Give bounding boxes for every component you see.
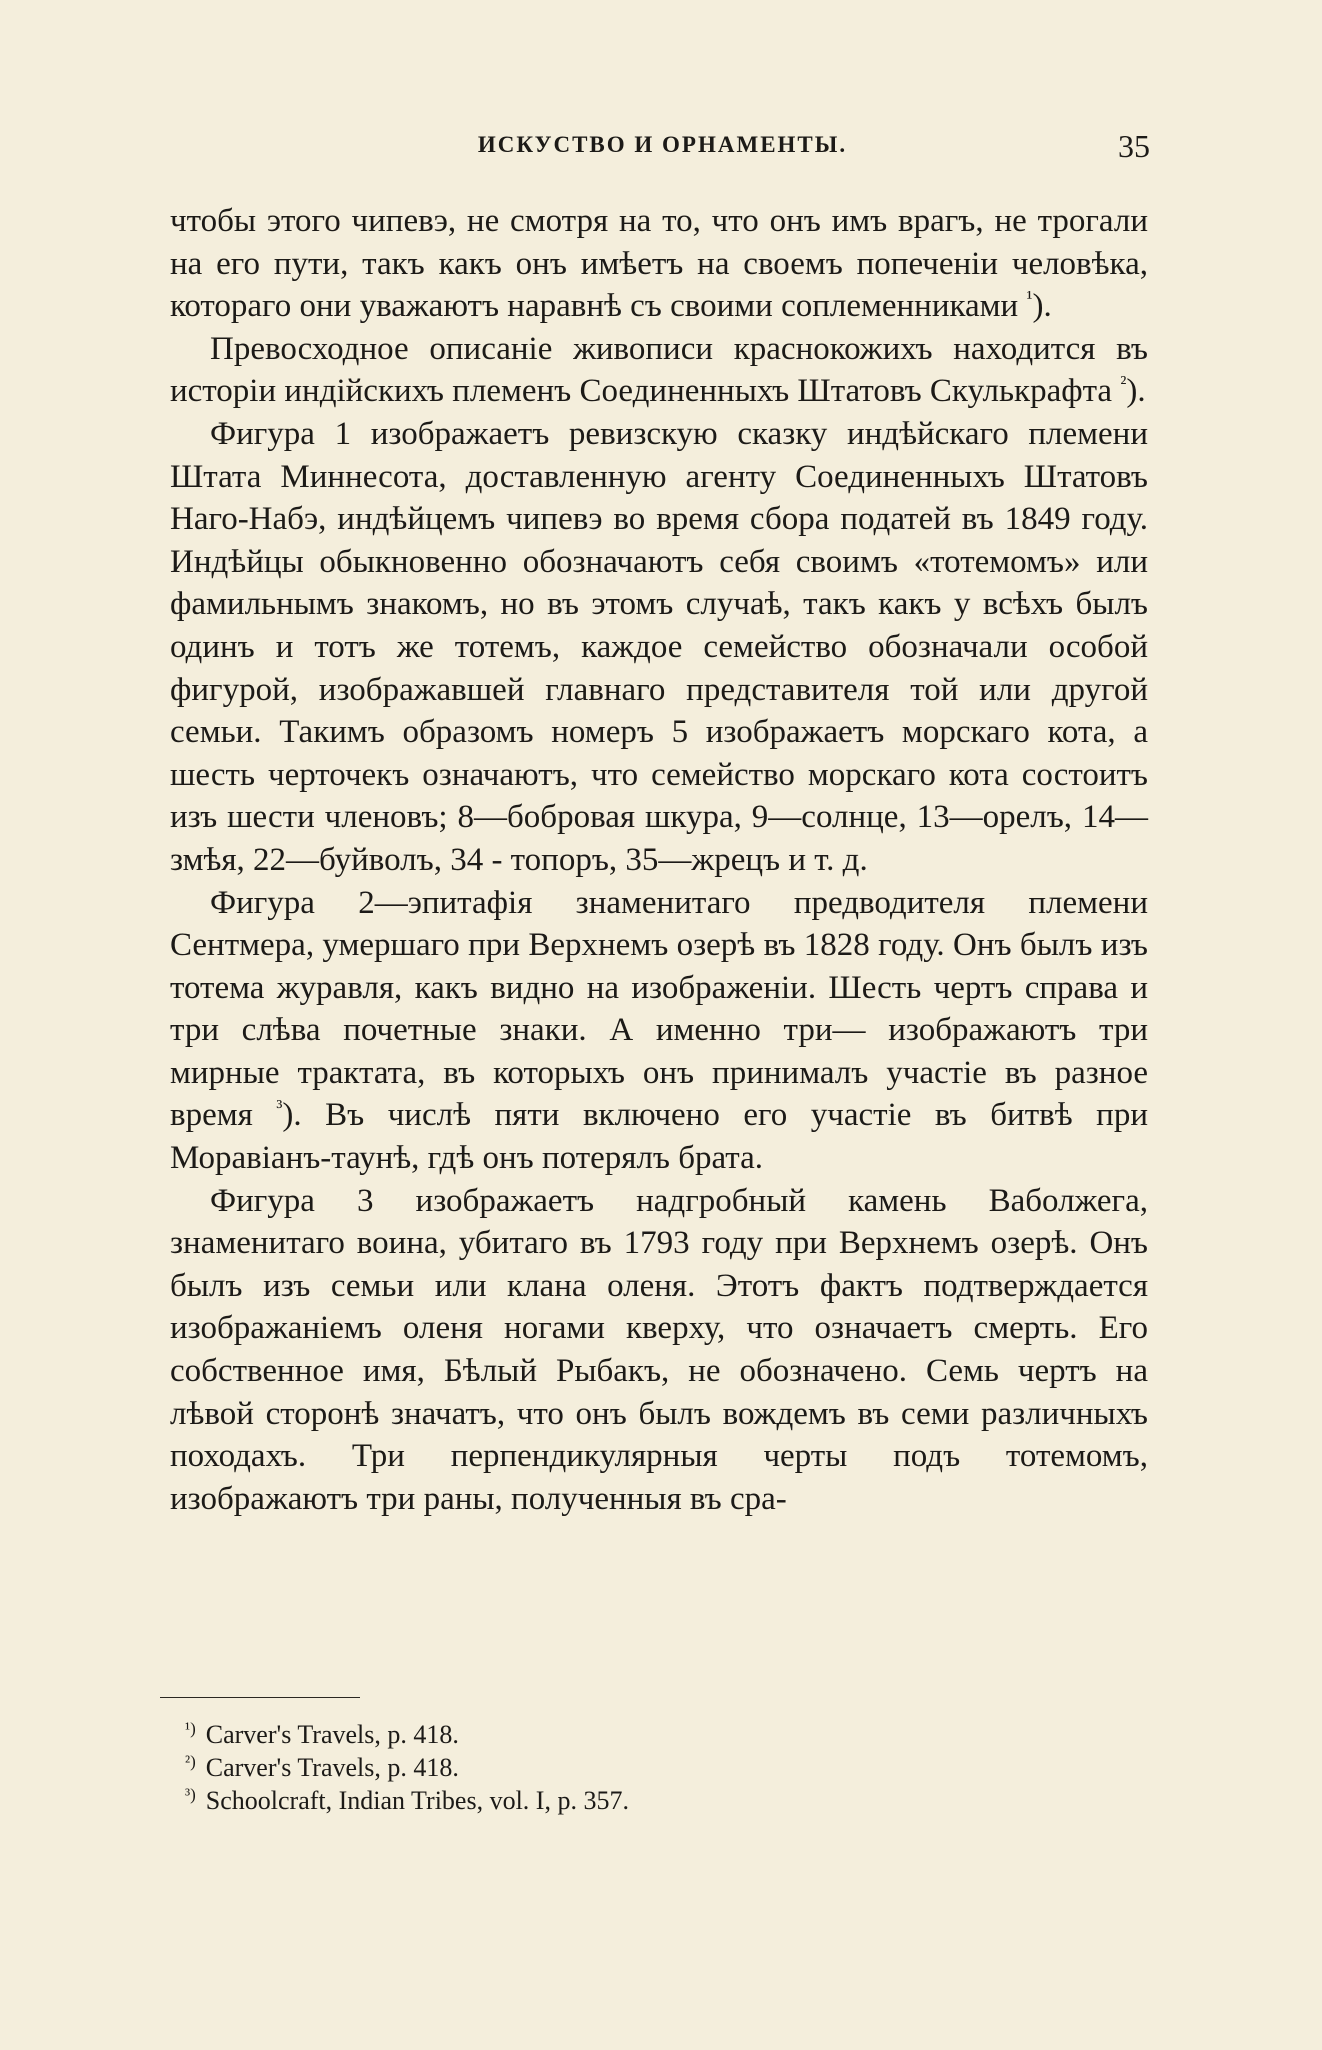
footnote — [185, 1751, 1085, 1784]
page-number: 35 — [1118, 128, 1150, 164]
running-head — [175, 128, 1150, 168]
footnote-mark: ²) — [185, 1752, 196, 1771]
footnotes — [185, 1718, 1085, 1817]
paragraph: Фигура 1 изображаетъ ревизскую сказку индѣйскаго племени Штата Миннесота, доставленную агенту Соединенныхъ Штатовъ Наго-Набэ, индѣйцемъ чипевэ во время сбора податей въ 1849 году. Индѣйцы обыкновенно обозначаютъ себя своимъ «тотемомъ» или фамильнымъ знакомъ, но въ этомъ случаѣ, такъ какъ у всѣхъ былъ одинъ и тотъ же тотемъ, каждое семейство обозначали особой фигурой, изображавшей главнаго представителя той или другой семьи. Такимъ образомъ номеръ 5 изображаетъ морскаго кота, а шесть черточекъ означаютъ, что семейство морскаго кота состоитъ изъ шести членовъ; 8—бобровая шкура, 9—солнце, 13—орелъ, 14—змѣя, 22—буйволъ, 34 - топоръ, 35—жрецъ и т. д. — [170, 415, 1148, 878]
footnote-divider — [160, 1697, 360, 1698]
paragraph-text-end: ). Въ числѣ пяти включено его участіе въ битвѣ при Моравіанъ-таунѣ, гдѣ онъ потерялъ брата. — [170, 1097, 1148, 1177]
body-text — [170, 200, 1148, 1520]
paragraph-text: Превосходное описаніе живописи краснокожихъ находится въ исторіи индійскихъ племенъ Соединенныхъ Штатовъ Скулькрафта — [170, 330, 1148, 410]
footnote-mark: ¹) — [185, 1719, 196, 1738]
running-title: ИСКУСТВО И ОРНАМЕНТЫ. — [477, 132, 848, 157]
footnote-ref: ¹ — [1026, 287, 1033, 310]
footnote — [185, 1718, 1085, 1751]
paragraph-text: чтобы этого чипевэ, не смотря на то, что онъ имъ врагъ, не трогали на его пути, такъ какъ онъ имѣетъ на своемъ попеченіи человѣка, котораго они уважаютъ наравнѣ съ своими соплеменниками — [170, 203, 1148, 325]
footnote-mark: ³) — [185, 1785, 196, 1804]
paragraph-text-end: ). — [1126, 373, 1146, 410]
footnote-text: Carver's Travels, p. 418. — [205, 1753, 459, 1782]
paragraph-text-end: ). — [1032, 288, 1052, 325]
paragraph-continuation — [170, 200, 1148, 328]
footnote-text: Carver's Travels, p. 418. — [205, 1720, 459, 1749]
paragraph — [170, 328, 1148, 413]
footnote-ref: ³ — [276, 1096, 283, 1119]
footnote-ref: ² — [1120, 372, 1127, 395]
paragraph: Фигура 3 изображаетъ надгробный камень Ваболжега, знаменитаго воина, убитаго въ 1793 году при Верхнемъ озерѣ. Онъ былъ изъ семьи или клана оленя. Этотъ фактъ подтверждается изображаніемъ оленя ногами кверху, что означаетъ смерть. Его собственное имя, Бѣлый Рыбакъ, не обозначено. Семь чертъ на лѣвой сторонѣ значатъ, что онъ былъ вождемъ въ семи различныхъ походахъ. Три перпендикулярныя черты подъ тотемомъ, изображаютъ три раны, полученныя въ сра- — [170, 1182, 1148, 1517]
paragraph-text: Фигура 2—эпитафія знаменитаго предводителя племени Сентмера, умершаго при Верхнемъ озерѣ въ 1828 году. Онъ былъ изъ тотема журавля, какъ видно на изображеніи. Шесть чертъ справа и три слѣва почетные знаки. А именно три— изображаютъ три мирные трактата, въ которыхъ онъ принималъ участіе въ разное время — [170, 884, 1148, 1134]
footnote-text: Schoolcraft, Indian Tribes, vol. I, p. 357. — [205, 1786, 629, 1815]
footnote — [185, 1784, 1085, 1817]
paragraph — [170, 882, 1148, 1180]
